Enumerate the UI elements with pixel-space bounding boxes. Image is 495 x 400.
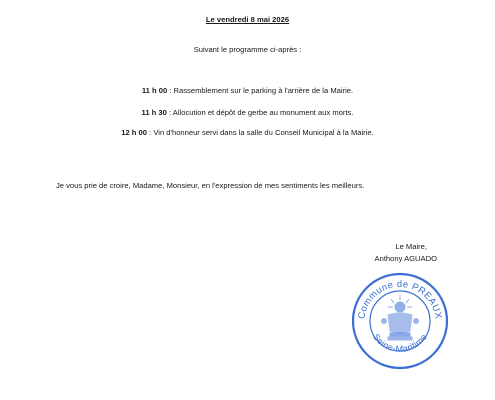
program-intro: Suivant le programme ci-après : — [193, 45, 302, 54]
stamp-bottom-text: Seine-Maritime — [371, 331, 429, 354]
program-item — [0, 86, 495, 95]
letter-date: Le vendredi 8 mai 2026 — [205, 15, 290, 24]
stamp-top-text: Commune de PREAUX — [356, 278, 444, 320]
signature-title: Le Maire, — [395, 242, 427, 251]
program-text: : Rassemblement sur le parking à l'arrière de la Mairie. — [167, 86, 354, 95]
program-text: : Allocution et dépôt de gerbe au monument aux morts. — [166, 108, 354, 117]
program-item — [0, 108, 495, 117]
program-text: : Vin d'honneur servi dans la salle du Conseil Municipal à la Mairie. — [147, 128, 374, 137]
program-item — [0, 128, 495, 137]
program-time: 12 h 00 — [121, 128, 148, 137]
program-time: 11 h 30 — [141, 108, 167, 117]
municipal-seal-stamp — [350, 271, 450, 371]
signature-name: Anthony AGUADO — [374, 254, 437, 263]
program-time: 11 h 00 — [141, 86, 168, 95]
seal-emblem-icon — [382, 295, 419, 340]
closing-formula: Je vous prie de croire, Madame, Monsieur, en l'expression de mes sentiments les meilleurs. — [56, 181, 365, 190]
